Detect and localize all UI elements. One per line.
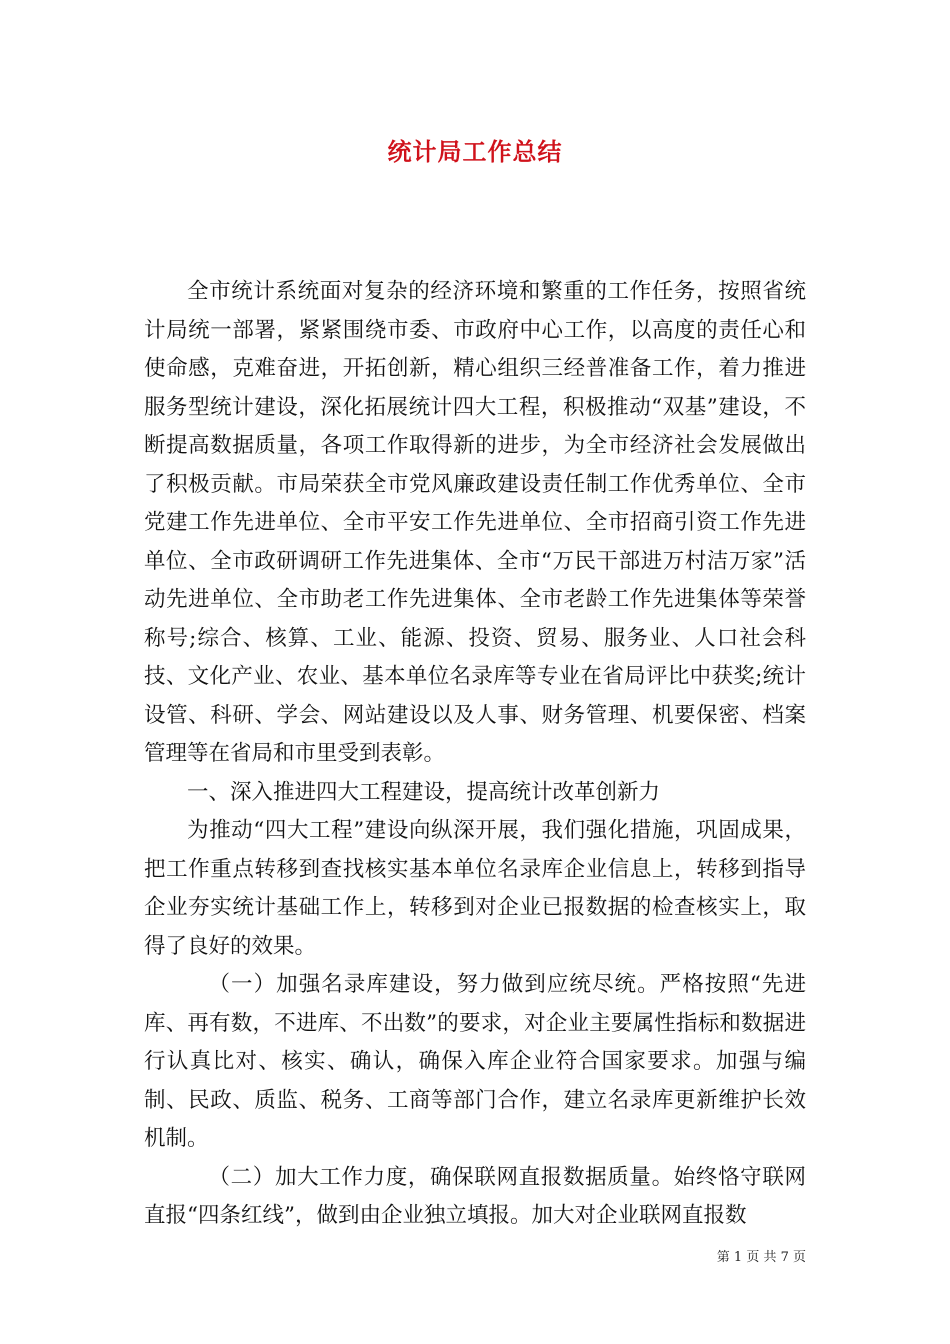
paragraph-intro: 全市统计系统面对复杂的经济环境和繁重的工作任务，按照省统计局统一部署，紧紧围绕市委、市政府中心工作，以高度的责任心和使命感，克难奋进，开拓创新，精心组织三经普准备工作，着力推进服务型统计建设，深化拓展统计四大工程，积极推动“双基”建设，不断提高数据质量，各项工作取得新的进步，为全市经济社会发展做出了积极贡献。市局荣获全市党风廉政建设责任制工作优秀单位、全市党建工作先进单位、全市平安工作先进单位、全市招商引资工作先进单位、全市政研调研工作先进集体、全市“万民干部进万村洁万家”活动先进单位、全市助老工作先进集体、全市老龄工作先进集体等荣誉称号;综合、核算、工业、能源、投资、贸易、服务业、人口社会科技、文化产业、农业、基本单位名录库等专业在省局评比中获奖;统计设管、科研、学会、网站建设以及人事、财务管理、机要保密、档案管理等在省局和市里受到表彰。 [144, 279, 806, 766]
paragraph-section-1: 为推动“四大工程”建设向纵深开展，我们强化措施，巩固成果，把工作重点转移到查找核实基本单位名录库企业信息上，转移到指导企业夯实统计基础工作上，转移到对企业已报数据的检查核实上，取得了良好的效果。 [144, 818, 806, 959]
document-title: 统计局工作总结 [387, 137, 563, 166]
paragraph-subsection-2: （二）加大工作力度，确保联网直报数据质量。始终恪守联网直报“四条红线”，做到由企业独立填报。加大对企业联网直报数 [144, 1164, 806, 1228]
document-body [144, 273, 806, 1236]
section-heading-1: 一、深入推进四大工程建设，提高统计改革创新力 [187, 779, 661, 805]
page-number-footer: 第 1 页 共 7 页 [716, 1250, 806, 1265]
paragraph-subsection-1: （一）加强名录库建设，努力做到应统尽统。严格按照“先进库、再有数，不进库、不出数”的要求，对企业主要属性指标和数据进行认真比对、核实、确认，确保入库企业符合国家要求。加强与编制、民政、质监、税务、工商等部门合作，建立名录库更新维护长效机制。 [144, 972, 806, 1151]
